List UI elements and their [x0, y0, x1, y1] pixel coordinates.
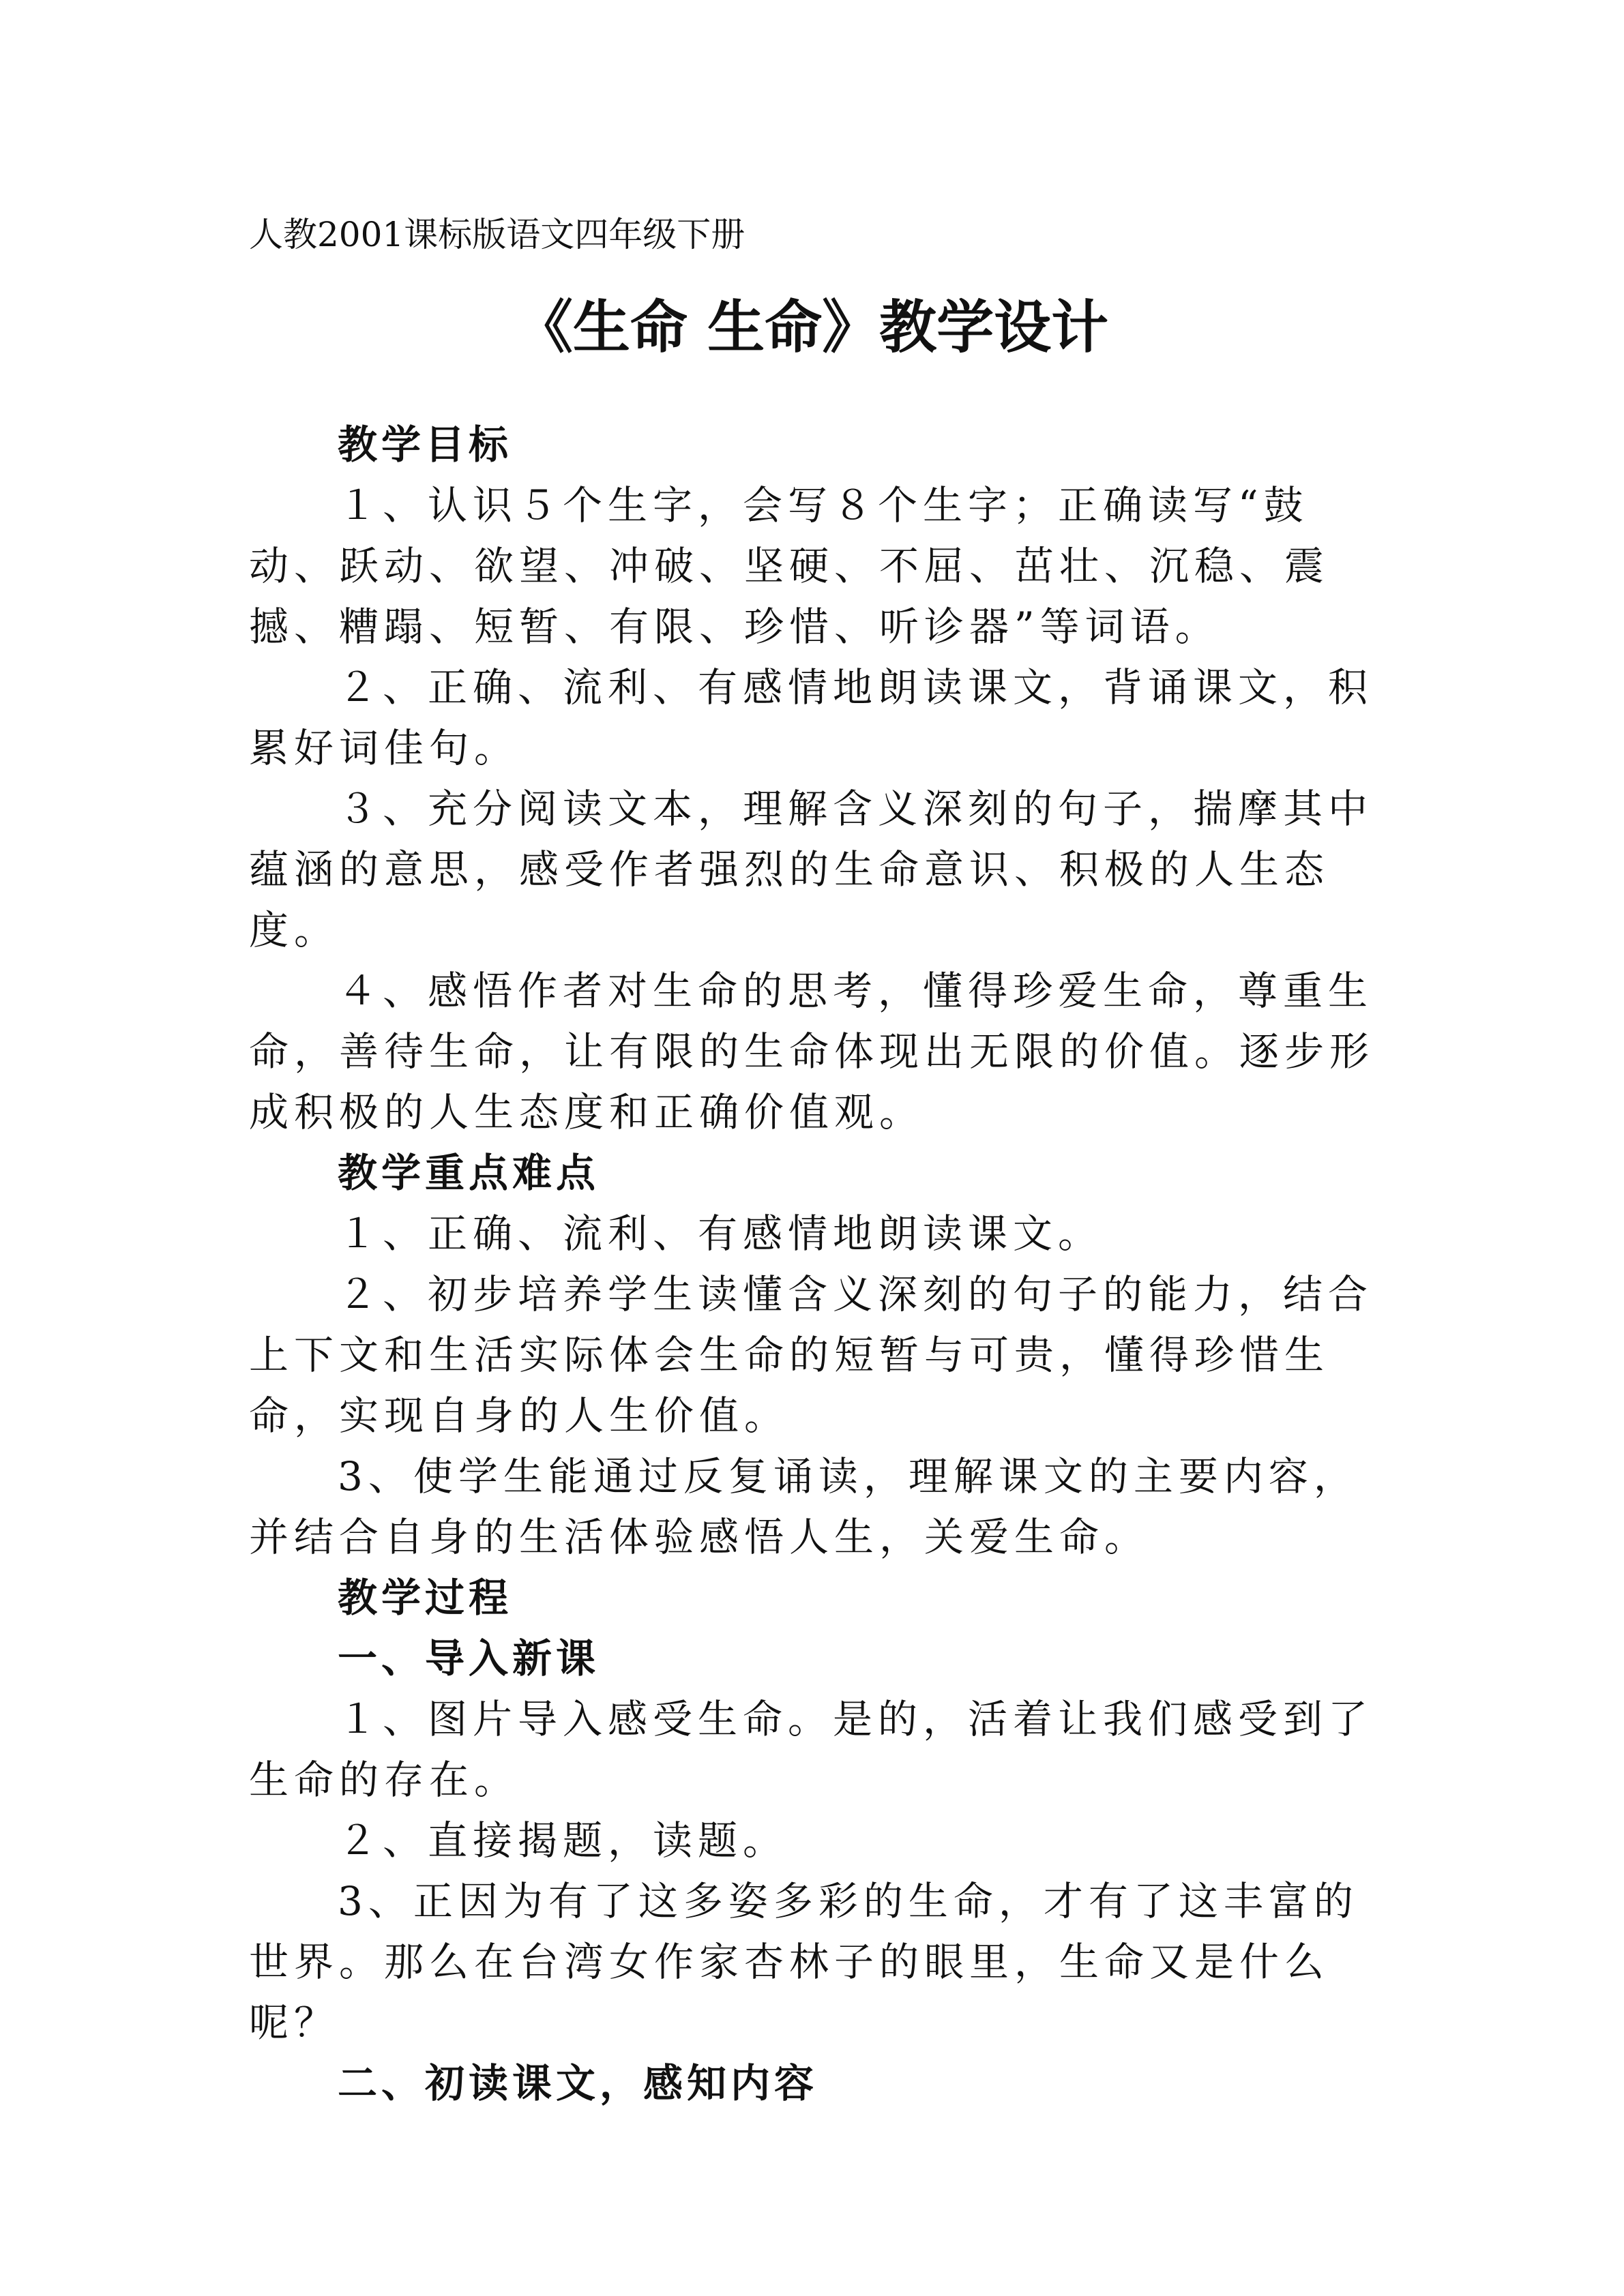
section-heading-goals: 教学目标: [338, 421, 513, 468]
goal-item: ４、感悟作者对生命的思考，懂得珍爱生命，尊重生命，善待生命，让有限的生命体现出无限的价值。逐步形成积极的人生态度和正确价值观。: [249, 968, 1375, 1135]
subsection-heading-intro: 一、导入新课: [338, 1635, 600, 1682]
keypoint-item: １、正确、流利、有感情地朗读课文。: [338, 1210, 1104, 1257]
process-item: 3、正因为有了这多姿多彩的生命，才有了这丰富的世界。那么在台湾女作家杏林子的眼里，生命又是什么呢？: [249, 1878, 1359, 2046]
goal-item: １、认识５个生字，会写８个生字；正确读写“鼓动、跃动、欲望、冲破、坚硬、不屈、茁壮、沉稳、震撼、糟蹋、短暂、有限、珍惜、听诊器”等词语。: [249, 482, 1330, 650]
keypoint-item: 3、使学生能通过反复诵读，理解课文的主要内容，并结合自身的生活体验感悟人生，关爱生命。: [249, 1453, 1359, 1560]
process-item: １、图片导入感受生命。是的，活着让我们感受到了生命的存在。: [249, 1696, 1374, 1803]
document-header: 人教2001课标版语文四年级下册: [249, 215, 745, 254]
goal-item: ３、充分阅读文本，理解含义深刻的句子，揣摩其中蕴涵的意思，感受作者强烈的生命意识、积极的人生态度。: [249, 786, 1374, 953]
goal-item: ２、正确、流利、有感情地朗读课文，背诵课文，积累好词佳句。: [249, 664, 1374, 771]
document-body: [249, 415, 1374, 2114]
document-title: 《生命 生命》教学设计: [515, 293, 1109, 361]
process-item: ２、直接揭题，读题。: [338, 1817, 788, 1864]
section-heading-keypoints: 教学重点难点: [338, 1150, 600, 1196]
keypoint-item: ２、初步培养学生读懂含义深刻的句子的能力，结合上下文和生活实际体会生命的短暂与可贵，懂得珍惜生命，实现自身的人生价值。: [249, 1271, 1374, 1439]
subsection-heading-reading: 二、初读课文，感知内容: [338, 2060, 818, 2106]
section-heading-process: 教学过程: [338, 1575, 513, 1621]
